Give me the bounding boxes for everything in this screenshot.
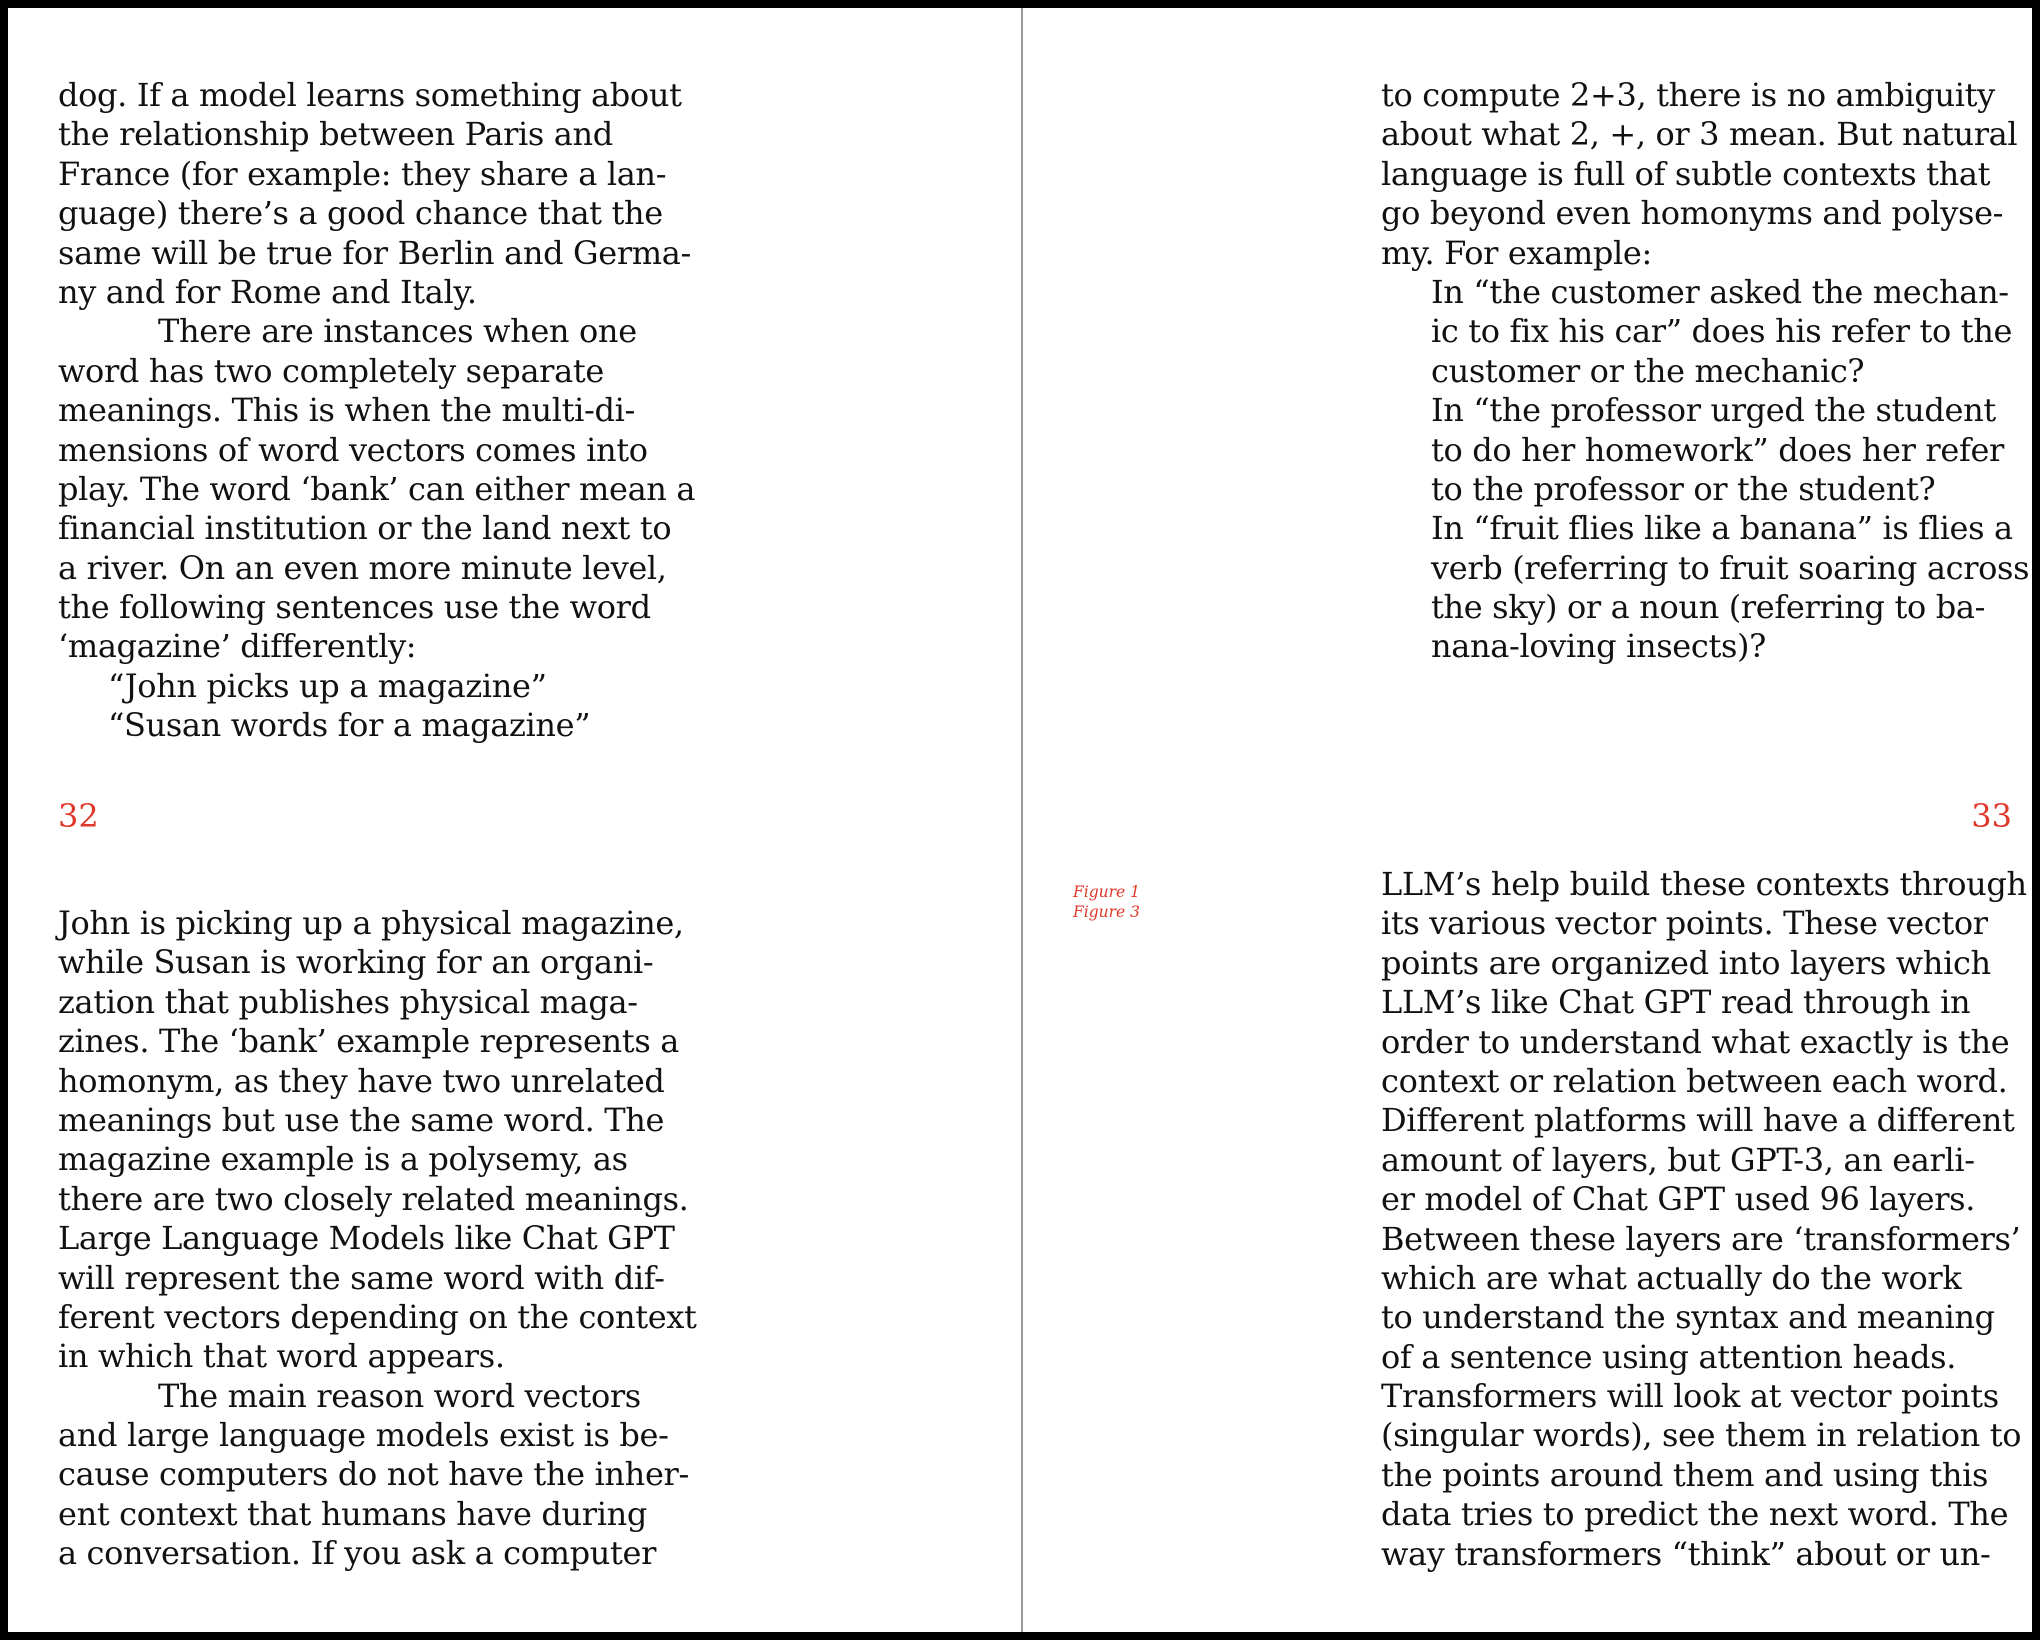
text-line: and large language models exist is be- (58, 1416, 669, 1455)
text-line: Transformers will look at vector points (1381, 1377, 1999, 1416)
top-right-text-block (1381, 76, 2029, 667)
bottom-left-text-block (58, 904, 697, 1574)
text-line: nana-loving insects)? (1431, 627, 1766, 666)
text-line: points are organized into layers which (1381, 943, 1991, 982)
text-line: amount of layers, but GPT-3, an earli- (1381, 1140, 1975, 1179)
text-line: er model of Chat GPT used 96 layers. (1381, 1180, 1976, 1219)
text-line: to understand the syntax and meaning (1381, 1298, 1995, 1337)
text-line: ‘magazine’ differently: (58, 627, 417, 666)
text-line: my. For example: (1381, 233, 1652, 272)
text-line: while Susan is working for an organi- (58, 943, 654, 982)
top-left-text-block (58, 76, 695, 746)
text-line: there are two closely related meanings. (58, 1179, 689, 1218)
text-line: in which that word appears. (58, 1337, 505, 1376)
text-line: the sky) or a noun (referring to ba- (1431, 588, 1986, 627)
figure-ref-2: Figure 3 (1073, 903, 1140, 921)
page-number-right: 33 (1971, 797, 2012, 835)
bottom-right-text-block (1381, 865, 2027, 1574)
text-line: word has two completely separate (58, 351, 604, 390)
text-line: data tries to predict the next word. The (1381, 1495, 2009, 1534)
text-line: same will be true for Berlin and Germa- (58, 233, 691, 272)
text-line: zines. The ‘bank’ example represents a (58, 1022, 679, 1061)
text-line: The main reason word vectors (158, 1376, 641, 1415)
spine-divider (1021, 8, 1023, 1632)
text-line: ny and for Rome and Italy. (58, 272, 477, 311)
text-line: go beyond even homonyms and polyse- (1381, 194, 2004, 233)
text-line: ent context that humans have during (58, 1494, 648, 1533)
text-line: which are what actually do the work (1381, 1258, 1962, 1297)
text-line: Different platforms will have a different (1381, 1101, 2015, 1140)
text-line: magazine example is a polysemy, as (58, 1140, 628, 1179)
text-line: its various vector points. These vector (1381, 904, 1988, 943)
text-line: way transformers “think” about or un- (1381, 1534, 1991, 1573)
text-line: the points around them and using this (1381, 1455, 1989, 1494)
text-line: homonym, as they have two unrelated (58, 1061, 665, 1100)
text-line: cause computers do not have the inher- (58, 1455, 689, 1494)
text-line: “John picks up a magazine” (108, 666, 547, 705)
text-line: a conversation. If you ask a computer (58, 1534, 657, 1573)
text-line: language is full of subtle contexts that (1381, 154, 1991, 193)
text-line: the following sentences use the word (58, 588, 651, 627)
text-line: to compute 2+3, there is no ambiguity (1381, 76, 1995, 114)
text-line: meanings but use the same word. The (58, 1100, 665, 1139)
text-line: to do her homework” does her refer (1431, 430, 2004, 469)
text-line: of a sentence using attention heads. (1381, 1337, 1957, 1376)
text-line: In “fruit flies like a banana” is flies a (1431, 509, 2013, 548)
text-line: In “the customer asked the mechan- (1431, 272, 2009, 311)
text-line: LLM’s like Chat GPT read through in (1381, 983, 1971, 1022)
text-line: zation that publishes physical maga- (58, 982, 638, 1021)
text-line: ferent vectors depending on the context (58, 1297, 697, 1336)
text-line: a river. On an even more minute level, (58, 548, 667, 587)
text-line: the relationship between Paris and (58, 115, 613, 154)
text-line: (singular words), see them in relation to (1381, 1416, 2022, 1455)
text-line: verb (referring to fruit soaring across (1431, 548, 2030, 587)
text-line: France (for example: they share a lan- (58, 154, 667, 193)
text-line: dog. If a model learns something about (58, 76, 682, 114)
text-line: meanings. This is when the multi-di- (58, 391, 635, 430)
text-line: mensions of word vectors comes into (58, 430, 648, 469)
text-line: Large Language Models like Chat GPT (58, 1219, 675, 1258)
text-line: customer or the mechanic? (1431, 351, 1865, 390)
text-line: ic to fix his car” does his refer to the (1431, 312, 2013, 351)
text-line: financial institution or the land next to (58, 509, 672, 548)
text-line: context or relation between each word. (1381, 1061, 2008, 1100)
text-line: about what 2, +, or 3 mean. But natural (1381, 115, 2018, 154)
text-line: LLM’s help build these contexts through (1381, 865, 2027, 903)
text-line: Between these layers are ‘transformers’ (1381, 1219, 2021, 1258)
figure-references (1073, 882, 1140, 922)
text-line: guage) there’s a good chance that the (58, 194, 663, 233)
page-number-left: 32 (58, 797, 99, 835)
text-line: to the professor or the student? (1431, 469, 1936, 508)
text-line: order to understand what exactly is the (1381, 1022, 2010, 1061)
text-line: “Susan words for a magazine” (108, 706, 591, 745)
book-spread (8, 8, 2032, 1632)
figure-ref-1: Figure 1 (1073, 883, 1140, 901)
text-line: In “the professor urged the student (1431, 391, 1996, 430)
text-line: There are instances when one (158, 312, 637, 351)
text-line: will represent the same word with dif- (58, 1258, 665, 1297)
text-line: John is picking up a physical magazine, (58, 904, 684, 942)
text-line: play. The word ‘bank’ can either mean a (58, 469, 696, 508)
